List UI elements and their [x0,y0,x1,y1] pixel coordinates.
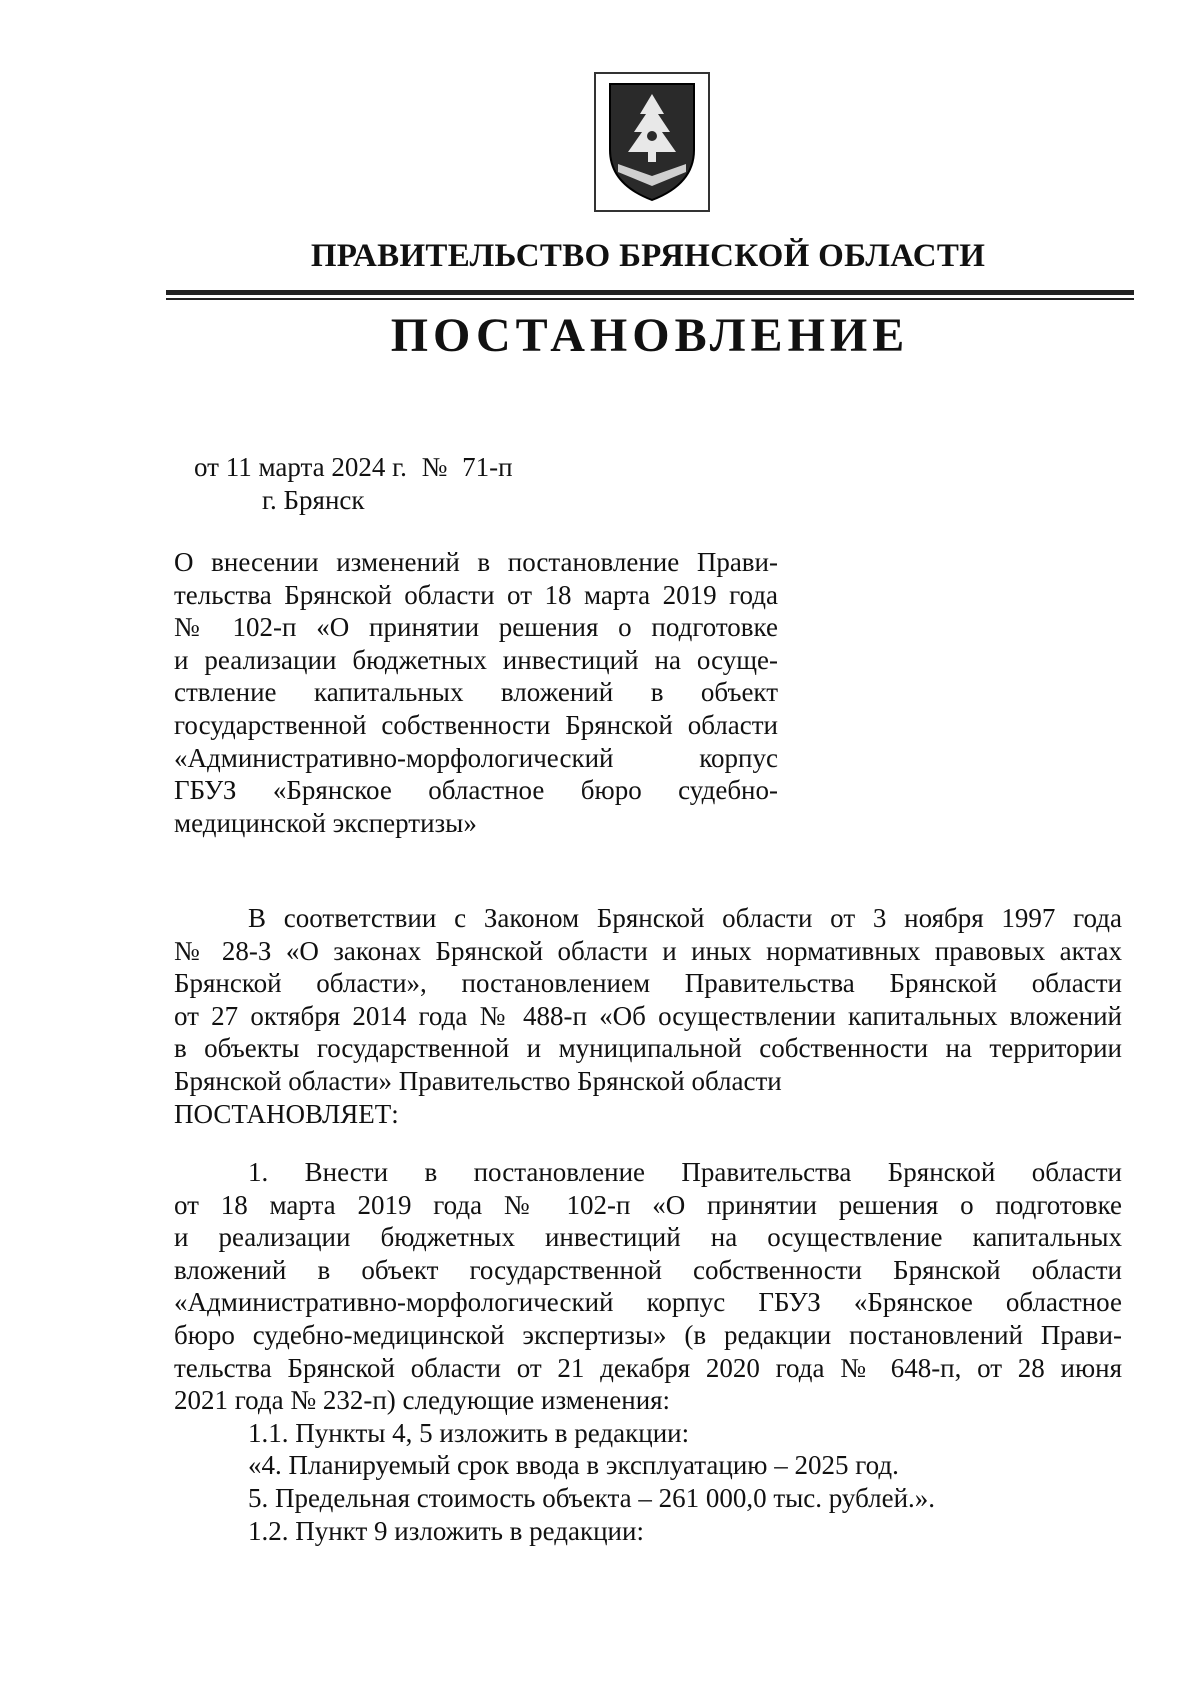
body-line: № 28-З «О законах Брянской области и иных нормативных правовых актах [174,935,1122,966]
quoted-point-4: «4. Планируемый срок ввода в эксплуатацию – 2025 год. [248,1450,899,1481]
document-date-number [194,450,521,484]
body-line: от 18 марта 2019 года № 102-п «О принятии решения о подготовке [174,1189,1122,1220]
item-1-paragraph [174,1156,1122,1547]
body-line: 2021 года № 232-п) следующие изменения: [174,1385,671,1416]
body-line: и реализации бюджетных инвестиций на осуществление капитальных [174,1222,1122,1253]
subitem-1-2: 1.2. Пункт 9 изложить в редакции: [248,1515,644,1546]
subject-line: «Административно-морфологический корпус [174,742,778,773]
subject-line: О внесении изменений в постановление Прави- [174,547,778,577]
number-sign: № [421,452,448,482]
body-line: В соответствии с Законом Брянской области от 3 ноября 1997 года [248,903,1122,933]
document-type: ПОСТАНОВЛЕНИЕ [390,309,910,362]
subject-line: ствление капитальных вложений в объект [174,677,778,708]
body-line: в объекты государственной и муниципальной собственности на территории [174,1033,1122,1064]
body-line: вложений в объект государственной собственности Брянской области [174,1254,1122,1285]
document-date: от 11 марта 2024 г. [194,452,407,482]
header-rule-thick [166,290,1134,295]
document-subject [174,546,778,839]
body-line: бюро судебно-медицинской экспертизы» (в редакции постановлений Прави- [174,1319,1122,1350]
body-line: от 27 октября 2014 года № 488-п «Об осуществлении капитальных вложений [174,1000,1122,1031]
subject-line: медицинской экспертизы» [174,807,477,838]
subitem-1-1: 1.1. Пункты 4, 5 изложить в редакции: [248,1417,690,1448]
quoted-point-5: 5. Предельная стоимость объекта – 261 000,0 тыс. рублей.». [248,1482,936,1513]
body-line: тельства Брянской области от 21 декабря 2020 года № 648-п, от 28 июня [174,1352,1122,1383]
header-rule-thin [166,298,1134,300]
subject-line: и реализации бюджетных инвестиций на осуще- [174,644,778,675]
body-line: 1. Внести в постановление Правительства Брянской области [248,1157,1122,1187]
subject-line: № 102-п «О принятии решения о подготовке [174,612,778,643]
resolves-line: ПОСТАНОВЛЯЕТ: [174,1098,399,1129]
preamble-paragraph [174,902,1122,1130]
body-line: Брянской области», постановлением Правительства Брянской области [174,968,1122,999]
body-line: Брянской области» Правительство Брянской области [174,1065,782,1096]
subject-line: ГБУЗ «Брянское областное бюро судебно- [174,775,778,806]
subject-line: государственной собственности Брянской области [174,709,778,740]
subject-line: тельства Брянской области от 18 марта 2019 года [174,579,778,610]
document-place: г. Брянск [262,485,365,515]
government-title: ПРАВИТЕЛЬСТВО БРЯНСКОЙ ОБЛАСТИ [310,238,986,274]
document-number: 71-п [462,452,513,482]
coat-of-arms [594,72,710,212]
coat-of-arms-icon [604,80,700,204]
body-line: «Административно-морфологический корпус ГБУЗ «Брянское областное [174,1287,1122,1318]
